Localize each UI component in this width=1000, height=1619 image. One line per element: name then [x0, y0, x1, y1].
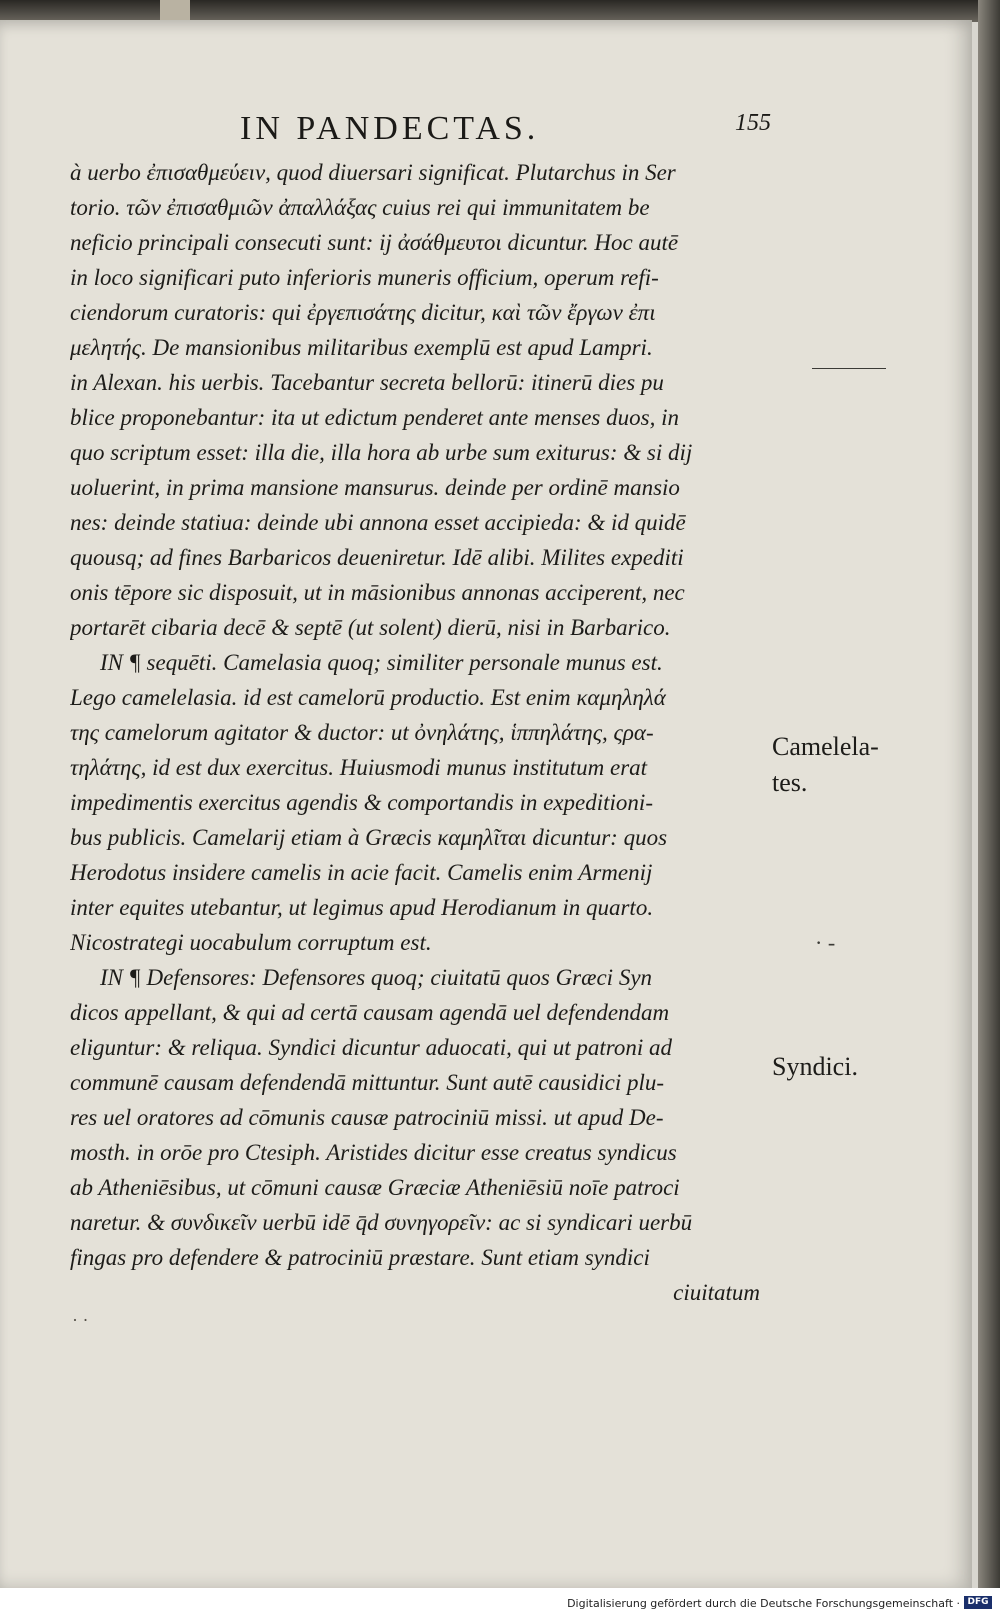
text-line: impedimentis exercitus agendis & comportandis in expeditioni-: [70, 790, 653, 815]
text-line: quousq; ad fines Barbaricos deueniretur. Idē alibi. Milites expediti: [70, 545, 684, 570]
text-line: ciuitatum: [673, 1280, 760, 1305]
text-line: mosth. in orōe pro Ctesiph. Aristides dicitur esse creatus syndicus: [70, 1140, 677, 1165]
text-line: quo scriptum esset: illa die, illa hora ab urbe sum exiturus: & si dij: [70, 440, 693, 465]
text-line: blice proponebantur: ita ut edictum penderet ante menses duos, in: [70, 405, 679, 430]
text-line: ciendorum curatoris: qui ἐργεπισάτης dicitur, καὶ τῶν ἔργων ἐπι: [70, 300, 656, 325]
text-line: uoluerint, in prima mansione mansurus. deinde per ordinē mansio: [70, 475, 680, 500]
binding-strip: [160, 0, 190, 22]
text-line: bus publicis. Camelarij etiam à Græcis καμηλῖται dicuntur: quos: [70, 825, 668, 850]
text-line: Lego camelelasia. id est camelorū productio. Est enim καμηληλά: [70, 685, 666, 710]
text-line: naretur. & συνδικεῖν uerbū idē q̄d συνηγορεῖν: ac si syndicari uerbū: [70, 1210, 693, 1235]
text-line: torio. τῶν ἐπισαθμιῶν ἀπαλλάξας cuius rei qui immunitatem be: [70, 195, 650, 220]
text-line: IN ¶ sequēti. Camelasia quoq; similiter personale munus est.: [100, 650, 663, 675]
footer-credit: Digitalisierung gefördert durch die Deutsche Forschungsgemeinschaft ·: [567, 1597, 960, 1610]
text-line: τηλάτης, id est dux exercitus. Huiusmodi munus institutum erat: [70, 755, 648, 780]
margin-note-camelelates-1: Camelela-: [772, 732, 879, 761]
text-line: dicos appellant, & qui ad certā causam agendā uel defendendam: [70, 1000, 670, 1025]
dfg-logo: DFG: [964, 1596, 992, 1609]
text-line: IN ¶ Defensores: Defensores quoq; ciuitatū quos Græci Syn: [100, 965, 653, 990]
text-line: neficio principali consecuti sunt: ij ἀσάθμευτοι dicuntur. Hoc autē: [70, 230, 679, 255]
body-text: [70, 155, 760, 1310]
margin-stray-mark: · ·: [72, 1310, 89, 1330]
text-line: in Alexan. his uerbis. Tacebantur secreta bellorū: itinerū dies pu: [70, 370, 664, 395]
text-line: res uel oratores ad cōmunis causæ patrociniū missi. ut apud De-: [70, 1105, 664, 1130]
margin-rule-mark: [812, 368, 886, 369]
margin-dot-mark: · -: [815, 930, 836, 955]
text-line: fingas pro defendere & patrociniū præstare. Sunt etiam syndici: [70, 1245, 650, 1270]
digitization-footer: [0, 1588, 1000, 1619]
text-line: Nicostrategi uocabulum corruptum est.: [70, 930, 432, 955]
scan-top-edge: [0, 0, 1000, 22]
text-line: της camelorum agitator & ductor: ut ὀνηλάτης, ἱππηλάτης, ςρα-: [70, 720, 654, 745]
text-line: onis tēpore sic disposuit, ut in māsionibus annonas acciperent, nec: [70, 580, 685, 605]
text-line: μελητής. De mansionibus militaribus exemplū est apud Lampri.: [70, 335, 653, 360]
text-line: eliguntur: & reliqua. Syndici dicuntur aduocati, qui ut patroni ad: [70, 1035, 672, 1060]
margin-note-syndici: Syndici.: [772, 1052, 858, 1081]
folio-number: 155: [735, 110, 771, 136]
text-line: ab Atheniēsibus, ut cōmuni causæ Græciæ Atheniēsiū noīe patroci: [70, 1175, 680, 1200]
text-line: nes: deinde statiua: deinde ubi annona esset accipieda: & id quidē: [70, 510, 686, 535]
text-line: Herodotus insidere camelis in acie facit. Camelis enim Armenij: [70, 860, 653, 885]
text-line: à uerbo ἐπισαθμεύειν, quod diuersari significat. Plutarchus in Ser: [70, 160, 676, 185]
text-line: in loco significari puto inferioris muneris officium, operum refi-: [70, 265, 659, 290]
text-line: portarēt cibaria decē & septē (ut solent) dierū, nisi in Barbarico.: [70, 615, 671, 640]
text-line: communē causam defendendā mittuntur. Sunt autē causidici plu-: [70, 1070, 665, 1095]
text-line: inter equites utebantur, ut legimus apud Herodianum in quarto.: [70, 895, 654, 920]
scan-right-edge: [978, 0, 1000, 1619]
margin-note-camelelates-2: tes.: [772, 768, 808, 797]
running-title: IN PANDECTAS.: [240, 110, 540, 147]
book-page: [0, 20, 972, 1588]
page-header: [0, 90, 972, 150]
